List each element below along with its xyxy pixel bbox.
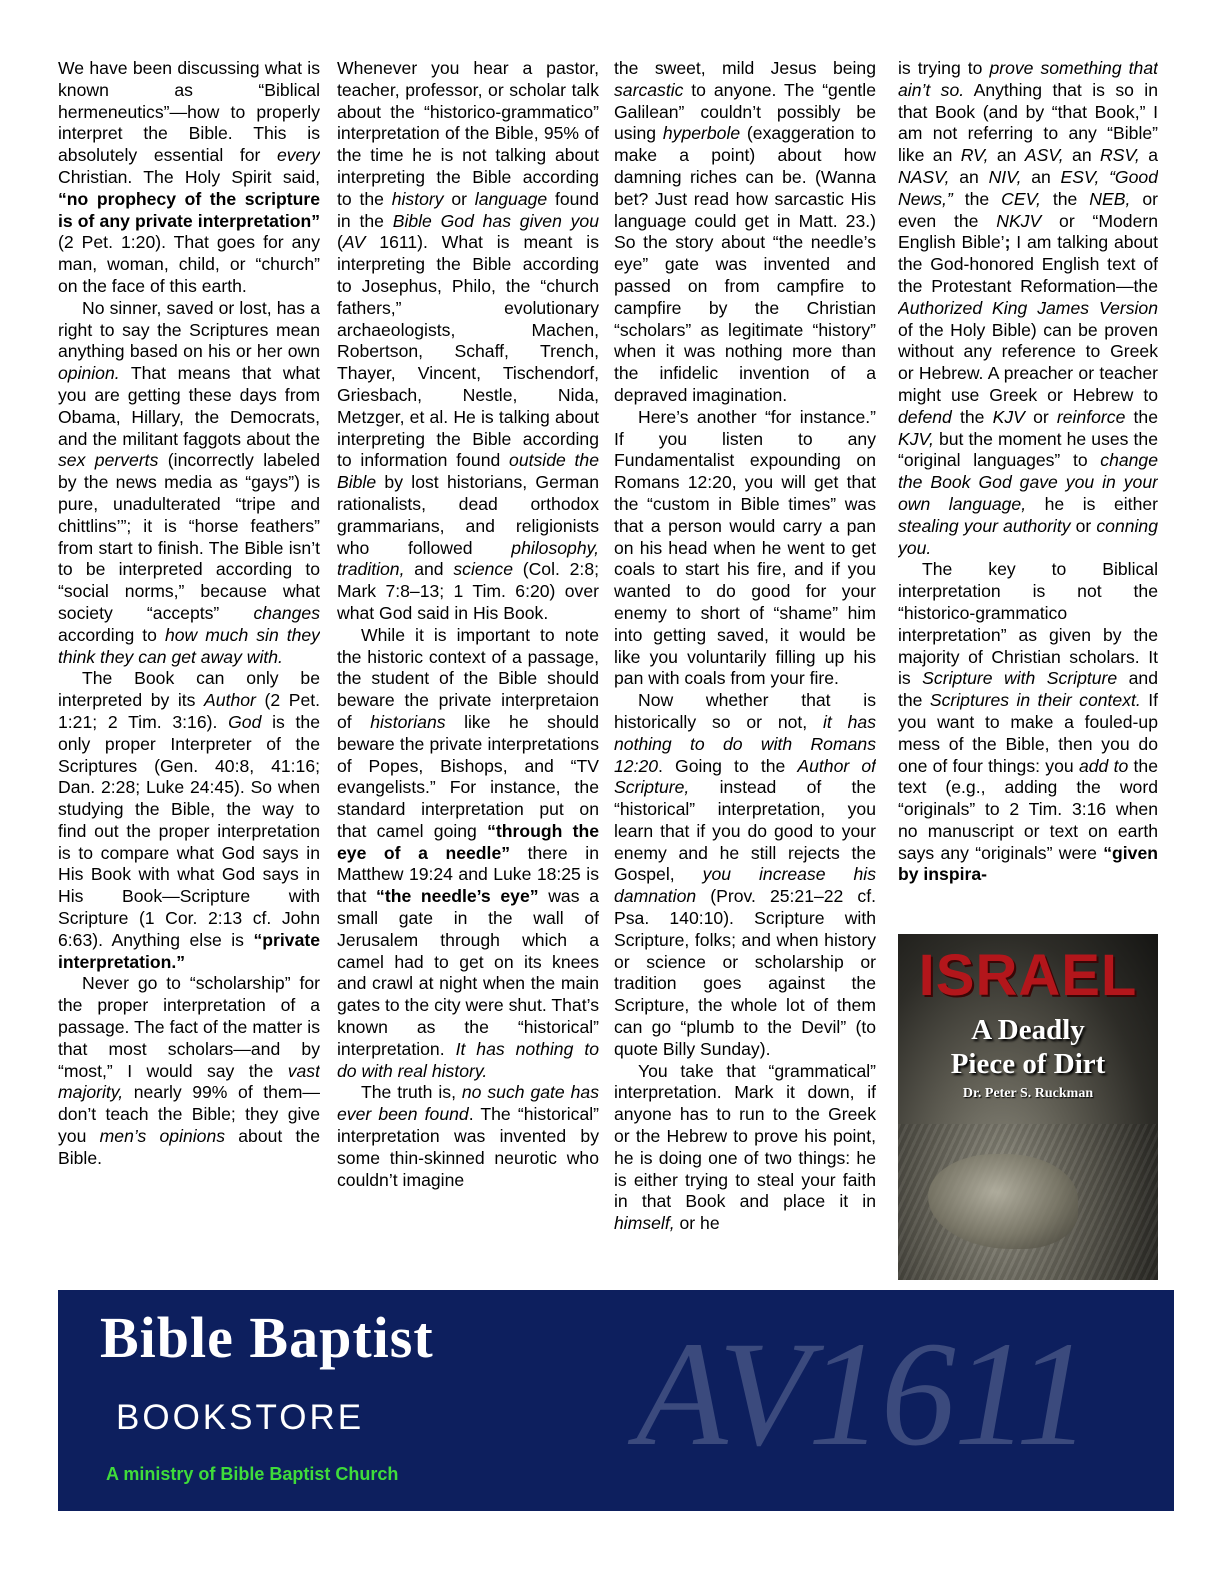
article-paragraph: Never go to “scholarship” for the proper interpretation of a passage. The fact of the matter is that most scholars—and by “most,” I would say the vast majority, nearly 99% of them—don’t teach the Bible; they give you men’s opinions about the Bible. (58, 973, 320, 1168)
av1611-watermark: AV1611 (636, 1311, 1089, 1477)
article-paragraph: The Book can only be interpreted by its Author (2 Pet. 1:21; 2 Tim. 3:16). God is the only proper Interpreter of the Scriptures (Gen. 40:8, 41:16; Dan. 2:28; Luke 24:45). So when studying the Bible, the way to find out the proper interpretation is to compare what God says in His Book with what God says in His Book—Scripture with Scripture (1 Cor. 2:13 cf. John 6:63). Anything else is “private interpretation.” (58, 668, 320, 972)
bookstore-tagline: A ministry of Bible Baptist Church (106, 1464, 399, 1484)
bookstore-name: Bible Baptist (100, 1305, 434, 1370)
article-paragraph: We have been discussing what is known as “Biblical hermeneutics”—how to properly interpret the Bible. This is absolutely essential for every Christian. The Holy Spirit said, “no prophecy of the scripture is of any private interpretation” (2 Pet. 1:20). That goes for any man, woman, child, or “church” on the face of this earth. (58, 58, 320, 296)
article-paragraph: The key to Biblical interpretation is not the “historico-grammatico interpretation” as given by the majority of Christian scholars. It is Scripture with Scripture and the Scriptures in their context. If you want to make a fouled-up mess of the Bible, then you do one of four things: you add to the text (e.g., adding the word “originals” to 2 Tim. 3:16 when no manuscript or text on earth says any “originals” were “given by inspira- (898, 559, 1158, 885)
article-paragraph: Here’s another “for instance.” If you listen to any Fundamentalist expounding on Romans 12:20, you will get that the “custom in Bible times” was that a person would carry a pan on his head when he went to get coals to start his fire, and if you wanted to do good for your enemy to short of “shame” him into getting saved, it would be like you voluntarily filling up his pan with coals from your fire. (614, 406, 876, 689)
article-paragraph: is trying to prove something that ain’t so. Anything that is so in that Book (and by “that Book,” I am not referring to any “Bible” like an RV, an ASV, an RSV, a NASV, an NIV, an ESV, “Good News,” the CEV, the NEB, or even the NKJV or “Modern English Bible’; I am talking about the God-honored English text of the Protestant Reformation—the Authorized King James Version of the Holy Bible) can be proven without any reference to Greek or Hebrew. A preacher or teacher might use Greek or Hebrew to defend the KJV or reinforce the KJV, but the moment he uses the “original languages” to change the Book God gave you in your own language, he is either stealing your authority or conning you. (898, 58, 1158, 558)
article-column-3 (614, 58, 876, 1280)
book-cover-image (898, 934, 1158, 1280)
article-column-2 (337, 58, 599, 1280)
bookstore-banner (58, 1290, 1174, 1511)
article-paragraph: the sweet, mild Jesus being sarcastic to anyone. The “gentle Galilean” couldn’t possibly be using hyperbole (exaggeration to make a point) about how damning riches can be. (Wanna bet? Just read how sarcastic His language could get in Matt. 23.) So the story about “the needle’s eye” gate was invented and passed on from campfire to campfire by the Christian “scholars” as legitimate “history” when it was nothing more than the infidelic invention of a depraved imagination. (614, 58, 876, 405)
article-paragraph: You take that “grammatical” interpretation. Mark it down, if anyone has to run to the Greek or the Hebrew to prove his point, he is doing one of two things: he is either trying to steal your faith in that Book and place it in himself, or he (614, 1060, 876, 1234)
book-cover-subtitle-line2: Piece of Dirt (950, 1048, 1106, 1080)
article-column-4 (898, 58, 1158, 926)
article-paragraph: Whenever you hear a pastor, teacher, professor, or scholar talk about the “historico-grammatico” interpretation of the Bible, 95% of the time he is not talking about interpreting the Bible according to the history or language found in the Bible God has given you (AV 1611). What is meant is interpreting the Bible according to Josephus, Philo, the “church fathers,” evolutionary archaeologists, Machen, Robertson, Schaff, Trench, Thayer, Vincent, Tischendorf, Griesbach, Nestle, Nida, Metzger, et al. He is talking about interpreting the Bible according to information found outside the Bible by lost historians, German rationalists, dead orthodox grammarians, and religionists who followed philosophy, tradition, and science (Col. 2:8; Mark 7:8–13; 1 Tim. 6:20) over what God said in His Book. (337, 58, 599, 623)
book-cover-subtitle-line1: A Deadly (971, 1014, 1085, 1046)
article-column-1 (58, 58, 320, 1280)
book-cover-title: ISRAEL (918, 943, 1138, 1008)
article-paragraph: No sinner, saved or lost, has a right to say the Scriptures mean anything based on his or her own opinion. That means that what you are getting these days from Obama, Hillary, the Democrats, and the militant faggots about the sex perverts (incorrectly labeled by the news media as “gays”) is pure, unadulterated “tripe and chittlins’”; it is “horse feathers” from start to finish. The Bible isn’t to be interpreted according to “social norms,” because what society “accepts” changes according to how much sin they think they can get away with. (58, 297, 320, 667)
article-paragraph: While it is important to note the historic context of a passage, the student of the Bible should beware the private interpretaion of historians like he should beware the private interpretations of Popes, Bishops, and “TV evangelists.” For instance, the standard interpretation put on that camel going “through the eye of a needle” there in Matthew 19:24 and Luke 18:25 is that “the needle’s eye” was a small gate in the wall of Jerusalem through which a camel had to get on its knees and crawl at night when the main gates to the city were shut. That’s known as the “historical” interpretation. It has nothing to do with real history. (337, 624, 599, 1081)
book-cover-author: Dr. Peter S. Ruckman (962, 1086, 1094, 1101)
article-paragraph: The truth is, no such gate has ever been found. The “historical” interpretation was invented by some thin-skinned neurotic who couldn’t imagine (337, 1082, 599, 1190)
bookstore-label: BOOKSTORE (116, 1398, 365, 1437)
article-paragraph: Now whether that is historically so or not, it has nothing to do with Romans 12:20. Going to the Author of Scripture, instead of the “historical” interpretation, you learn that if you do good to your enemy and he still rejects the Gospel, you increase his damnation (Prov. 25:21–22 cf. Psa. 140:10). Scripture with Scripture, folks; and when history or science or scholarship or tradition goes against the Scripture, the whole lot of them can go “plumb to the Devil” (to quote Billy Sunday). (614, 690, 876, 1059)
